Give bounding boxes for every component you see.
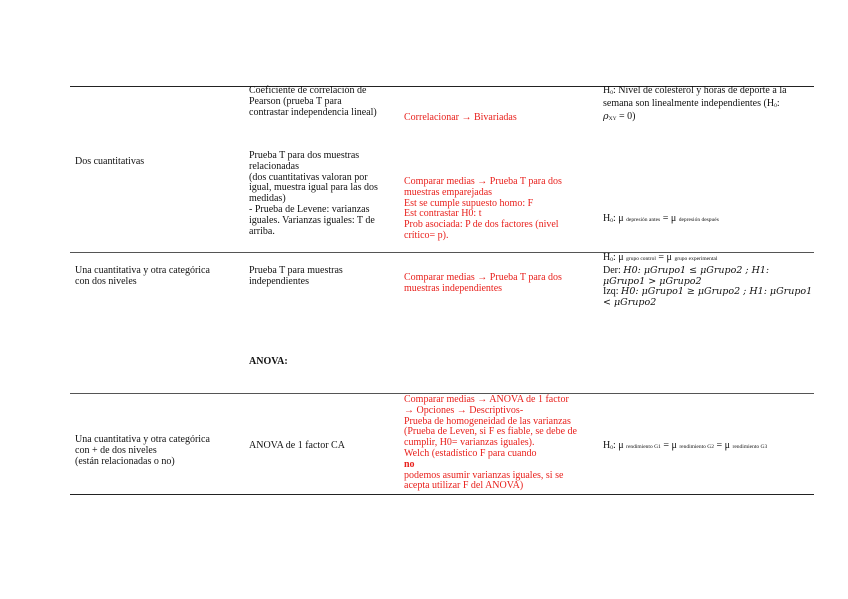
row1-hypothesis-pearson: $H_0$: Nivel de colesterol y horas de deporte a la semana son linealmente independientes ($H_0$: $\rho_{XY} = 0$) (603, 85, 787, 122)
row1-test-paired: Prueba T para dos muestras relacionadas (dos cuantitativas valoran por igual, muestra igual para las dos medidas) - Prueba de Levene: varianzas iguales. Varianzas iguales: T de arriba. (249, 150, 378, 237)
anova-heading: ANOVA: (249, 356, 288, 367)
table-bottom-rule (70, 494, 814, 495)
row1-spss-pearson: Correlacionar → Bivariadas (404, 112, 517, 123)
row1-test-pearson: Coeficiente de correlación de Pearson (prueba T para contrastar independencia lineal) (249, 85, 377, 118)
row2-spss: Comparar medias → Prueba T para dos muestras independientes (404, 272, 562, 294)
row1-spss-paired: Comparar medias → Prueba T para dos muestras emparejadas Est se cumple supuesto homo: F Est contrastar H0: t Prob asociada: P de dos factores (nivel crítico= p). (404, 176, 562, 241)
row1-hypothesis-paired: $H_0$: μ depresión antes = μ depresión después (603, 213, 719, 224)
row3-test: ANOVA de 1 factor CA (249, 440, 345, 451)
row3-variable-type: Una cuantitativa y otra categórica con + de dos niveles (están relacionadas o no) (75, 434, 210, 467)
row3-spss: Comparar medias → ANOVA de 1 factor → Opciones → Descriptivos- Prueba de homogeneidad de las varianzas (Prueba de Leven, si F es fiable, se debe de cumplir, H0= varianzas iguales). Welch (estadístico F para cuando no podemos asumir varianzas iguales, si se acepta utilizar F del ANOVA) (404, 394, 577, 492)
row2-test: Prueba T para muestras independientes (249, 265, 343, 287)
row1-variable-type: Dos cuantitativas (75, 156, 145, 167)
row2-variable-type: Una cuantitativa y otra categórica con dos niveles (75, 265, 210, 287)
row2-hypothesis: $H_0$: μ grupo control = μ grupo experimental Der: H0: μGrupo1 ≤ μGrupo2 ; H1: μGrupo1 > μGrupo2 Izq: H0: μGrupo1 ≥ μGrupo2 ; H1: μGrupo1 < μGrupo2 (603, 252, 813, 309)
row3-hypothesis: $H_0$: μ rendimiento G1 = μ rendimiento G2 = μ rendimiento G3 (603, 440, 768, 451)
